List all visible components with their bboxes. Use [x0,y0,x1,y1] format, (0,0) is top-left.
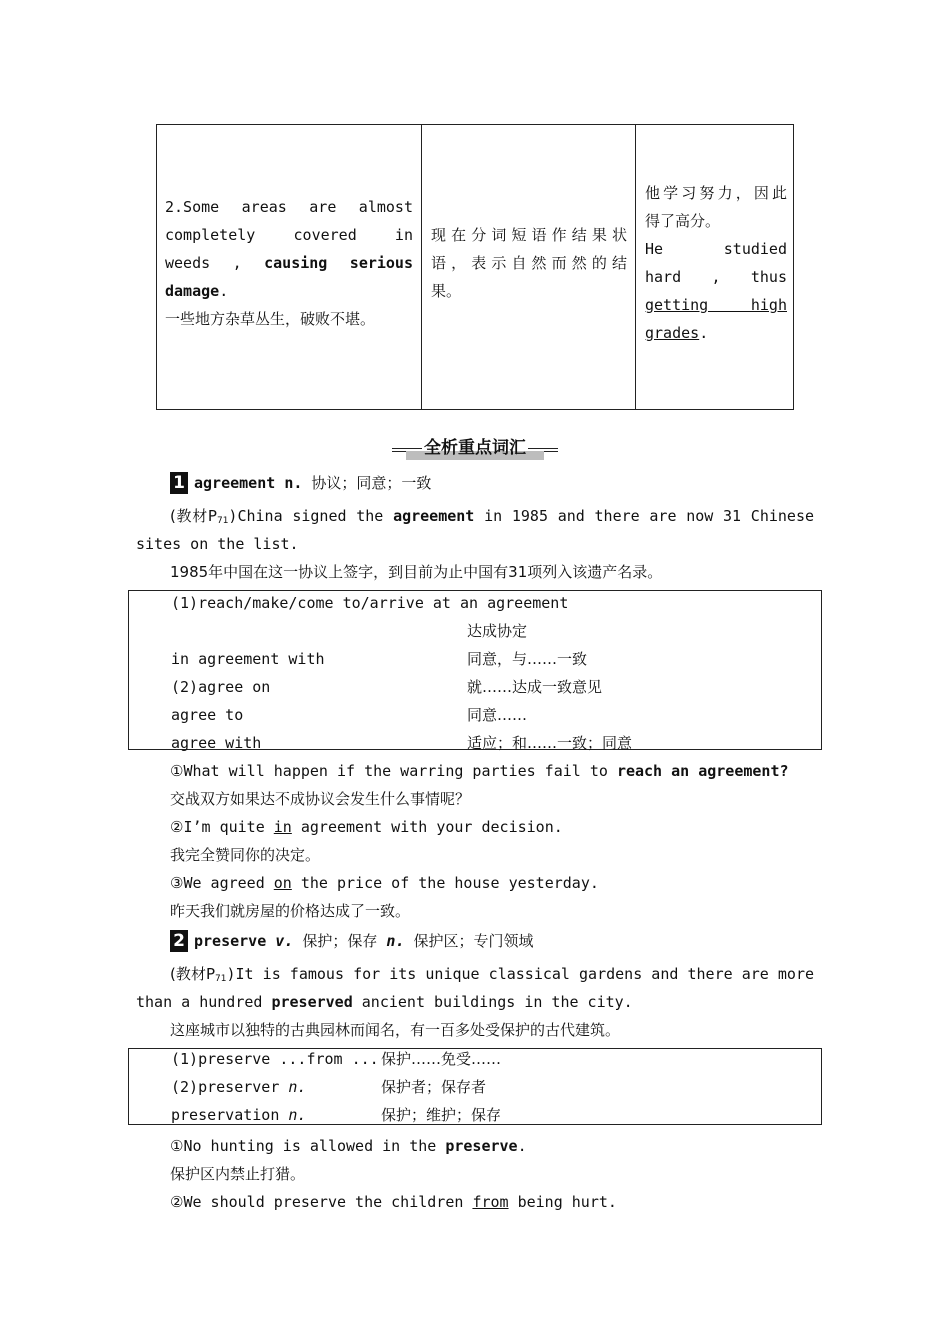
phrase-box [128,590,822,750]
example-bold-phrase: causing serious [264,254,413,272]
example-bold-word: preserved [271,993,353,1011]
part-of-speech: v. [275,932,294,950]
entry-heading [194,927,534,955]
example-text: ①What will happen if the warring parties fail to [170,762,617,780]
example-text: ancient buildings in the city. [361,993,633,1011]
example-sentence [170,1132,527,1160]
headword: preserve [194,932,267,950]
practice-cell [645,179,787,347]
example-line: completely covered in [165,226,413,244]
phrase-cn: 就……达成一致意见 [467,678,603,696]
example-text: ①No hunting is allowed in the [170,1137,446,1155]
phrase-en: (1)reach/make/come to/arrive at an agreement [171,594,569,612]
textbook-translation: 这座城市以独特的古典园林而闻名，有一百多处受保护的古代建筑。 [170,1021,621,1039]
example-translation: 昨天我们就房屋的价格达成了一致。 [170,902,411,920]
headword: agreement [194,474,276,492]
example-bold-phrase: reach an agreement? [616,762,789,780]
phrase-box [128,1048,822,1125]
example-bold-phrase: damage [165,282,220,300]
page-letter: P [206,965,216,983]
practice-en-line: hard , thus [645,268,787,286]
example-sentence [170,813,563,841]
phrase-en [171,1073,306,1101]
headword-meaning: 保护；保存 [302,932,378,950]
phrase-en [171,1101,306,1129]
phrase-cn: 保护；维护；保存 [381,1106,502,1124]
phrase-en: (2)agree on [171,678,271,696]
example-text: than a hundred [136,993,263,1011]
column-divider [421,125,422,409]
example-translation: 保护区内禁止打猎。 [170,1165,306,1183]
example-translation: 我完全赞同你的决定。 [170,846,321,864]
headword-meaning: 协议；同意；一致 [311,474,432,492]
phrase-cn: 达成协定 [467,622,528,640]
page-number: 71 [216,516,229,526]
practice-cn-line: 得了高分。 [645,212,721,230]
column-divider [635,125,636,409]
entry-number-badge: 2 [170,930,188,952]
explanation-line: 现在分词短语作结果状 [431,226,627,244]
example-cell [165,193,413,333]
example-text: ②I’m quite [170,818,274,836]
phrase-word: (2)preserver [171,1078,289,1096]
part-of-speech: n. [386,932,405,950]
headword-meaning: 保护区；专门领域 [413,932,534,950]
part-of-speech: n. [288,1106,307,1124]
textbook-label: (教材 [170,507,208,525]
phrase-cn: 适应；和……一致；同意 [467,734,633,752]
section-title: 全析重点词汇 [424,438,526,458]
textbook-translation: 1985年中国在这一协议上签字，到目前为止中国有31项列入该遗产名录。 [170,563,663,581]
example-translation: 交战双方如果达不成协议会发生什么事情呢？ [170,790,471,808]
phrase-en: agree to [171,706,244,724]
grammar-table [156,124,794,410]
example-text: )China signed the [228,507,384,525]
example-text: being hurt. [508,1193,617,1211]
phrase-en: in agreement with [171,650,325,668]
punctuation: . [517,1137,527,1155]
example-translation: 一些地方杂草丛生，破败不堪。 [165,310,376,328]
example-answer: in [273,818,292,836]
textbook-example-line: sites on the list. [136,535,299,553]
entry-number-badge: 1 [170,472,188,494]
phrase-cn: 保护……免受…… [381,1050,502,1068]
example-line [165,277,413,305]
example-sentence [170,869,599,897]
entry-heading [194,469,431,497]
punctuation: . [219,282,229,300]
practice-answer-line [645,319,787,347]
practice-answer: grades [645,324,700,342]
example-text: agreement with your decision. [291,818,563,836]
practice-cn-line: 他学习努力，因此 [645,184,787,202]
example-text: )It is famous for its unique classical gardens and there are more [226,965,815,983]
phrase-cn: 保护者；保存者 [381,1078,487,1096]
textbook-page [206,965,227,983]
page-letter: P [207,507,217,525]
textbook-page [208,507,229,525]
phrase-word: preservation [171,1106,289,1124]
example-answer: from [472,1193,509,1211]
example-sentence [170,1188,617,1216]
practice-answer-line: getting high [645,296,787,314]
practice-en-line: He studied [645,240,787,258]
phrase-cn: 同意，与……一致 [467,650,588,668]
example-sentence [170,757,789,785]
example-bold-word: agreement [393,507,475,525]
part-of-speech: n. [288,1078,307,1096]
textbook-example-line [136,988,633,1016]
textbook-label: (教材 [170,965,206,983]
example-bold-word: preserve [445,1137,518,1155]
example-answer: on [273,874,292,892]
example-text: weeds , [165,254,265,272]
example-line [165,249,413,277]
punctuation: . [699,324,709,342]
section-banner [392,436,558,462]
phrase-en: (1)preserve ...from ... [171,1050,379,1068]
explanation-line: 语，表示自然而然的结 [431,254,627,272]
example-text: in 1985 and there are now 31 Chinese [484,507,815,525]
phrase-en: agree with [171,734,262,752]
page-number: 71 [215,974,227,984]
example-text: the price of the house yesterday. [291,874,599,892]
phrase-cn: 同意…… [467,706,528,724]
explanation-line: 果。 [431,282,462,300]
part-of-speech: n. [284,474,303,492]
example-text: ②We should preserve the children [170,1193,473,1211]
explanation-cell [431,221,627,305]
example-line: 2.Some areas are almost [165,198,413,216]
example-text: ③We agreed [170,874,274,892]
